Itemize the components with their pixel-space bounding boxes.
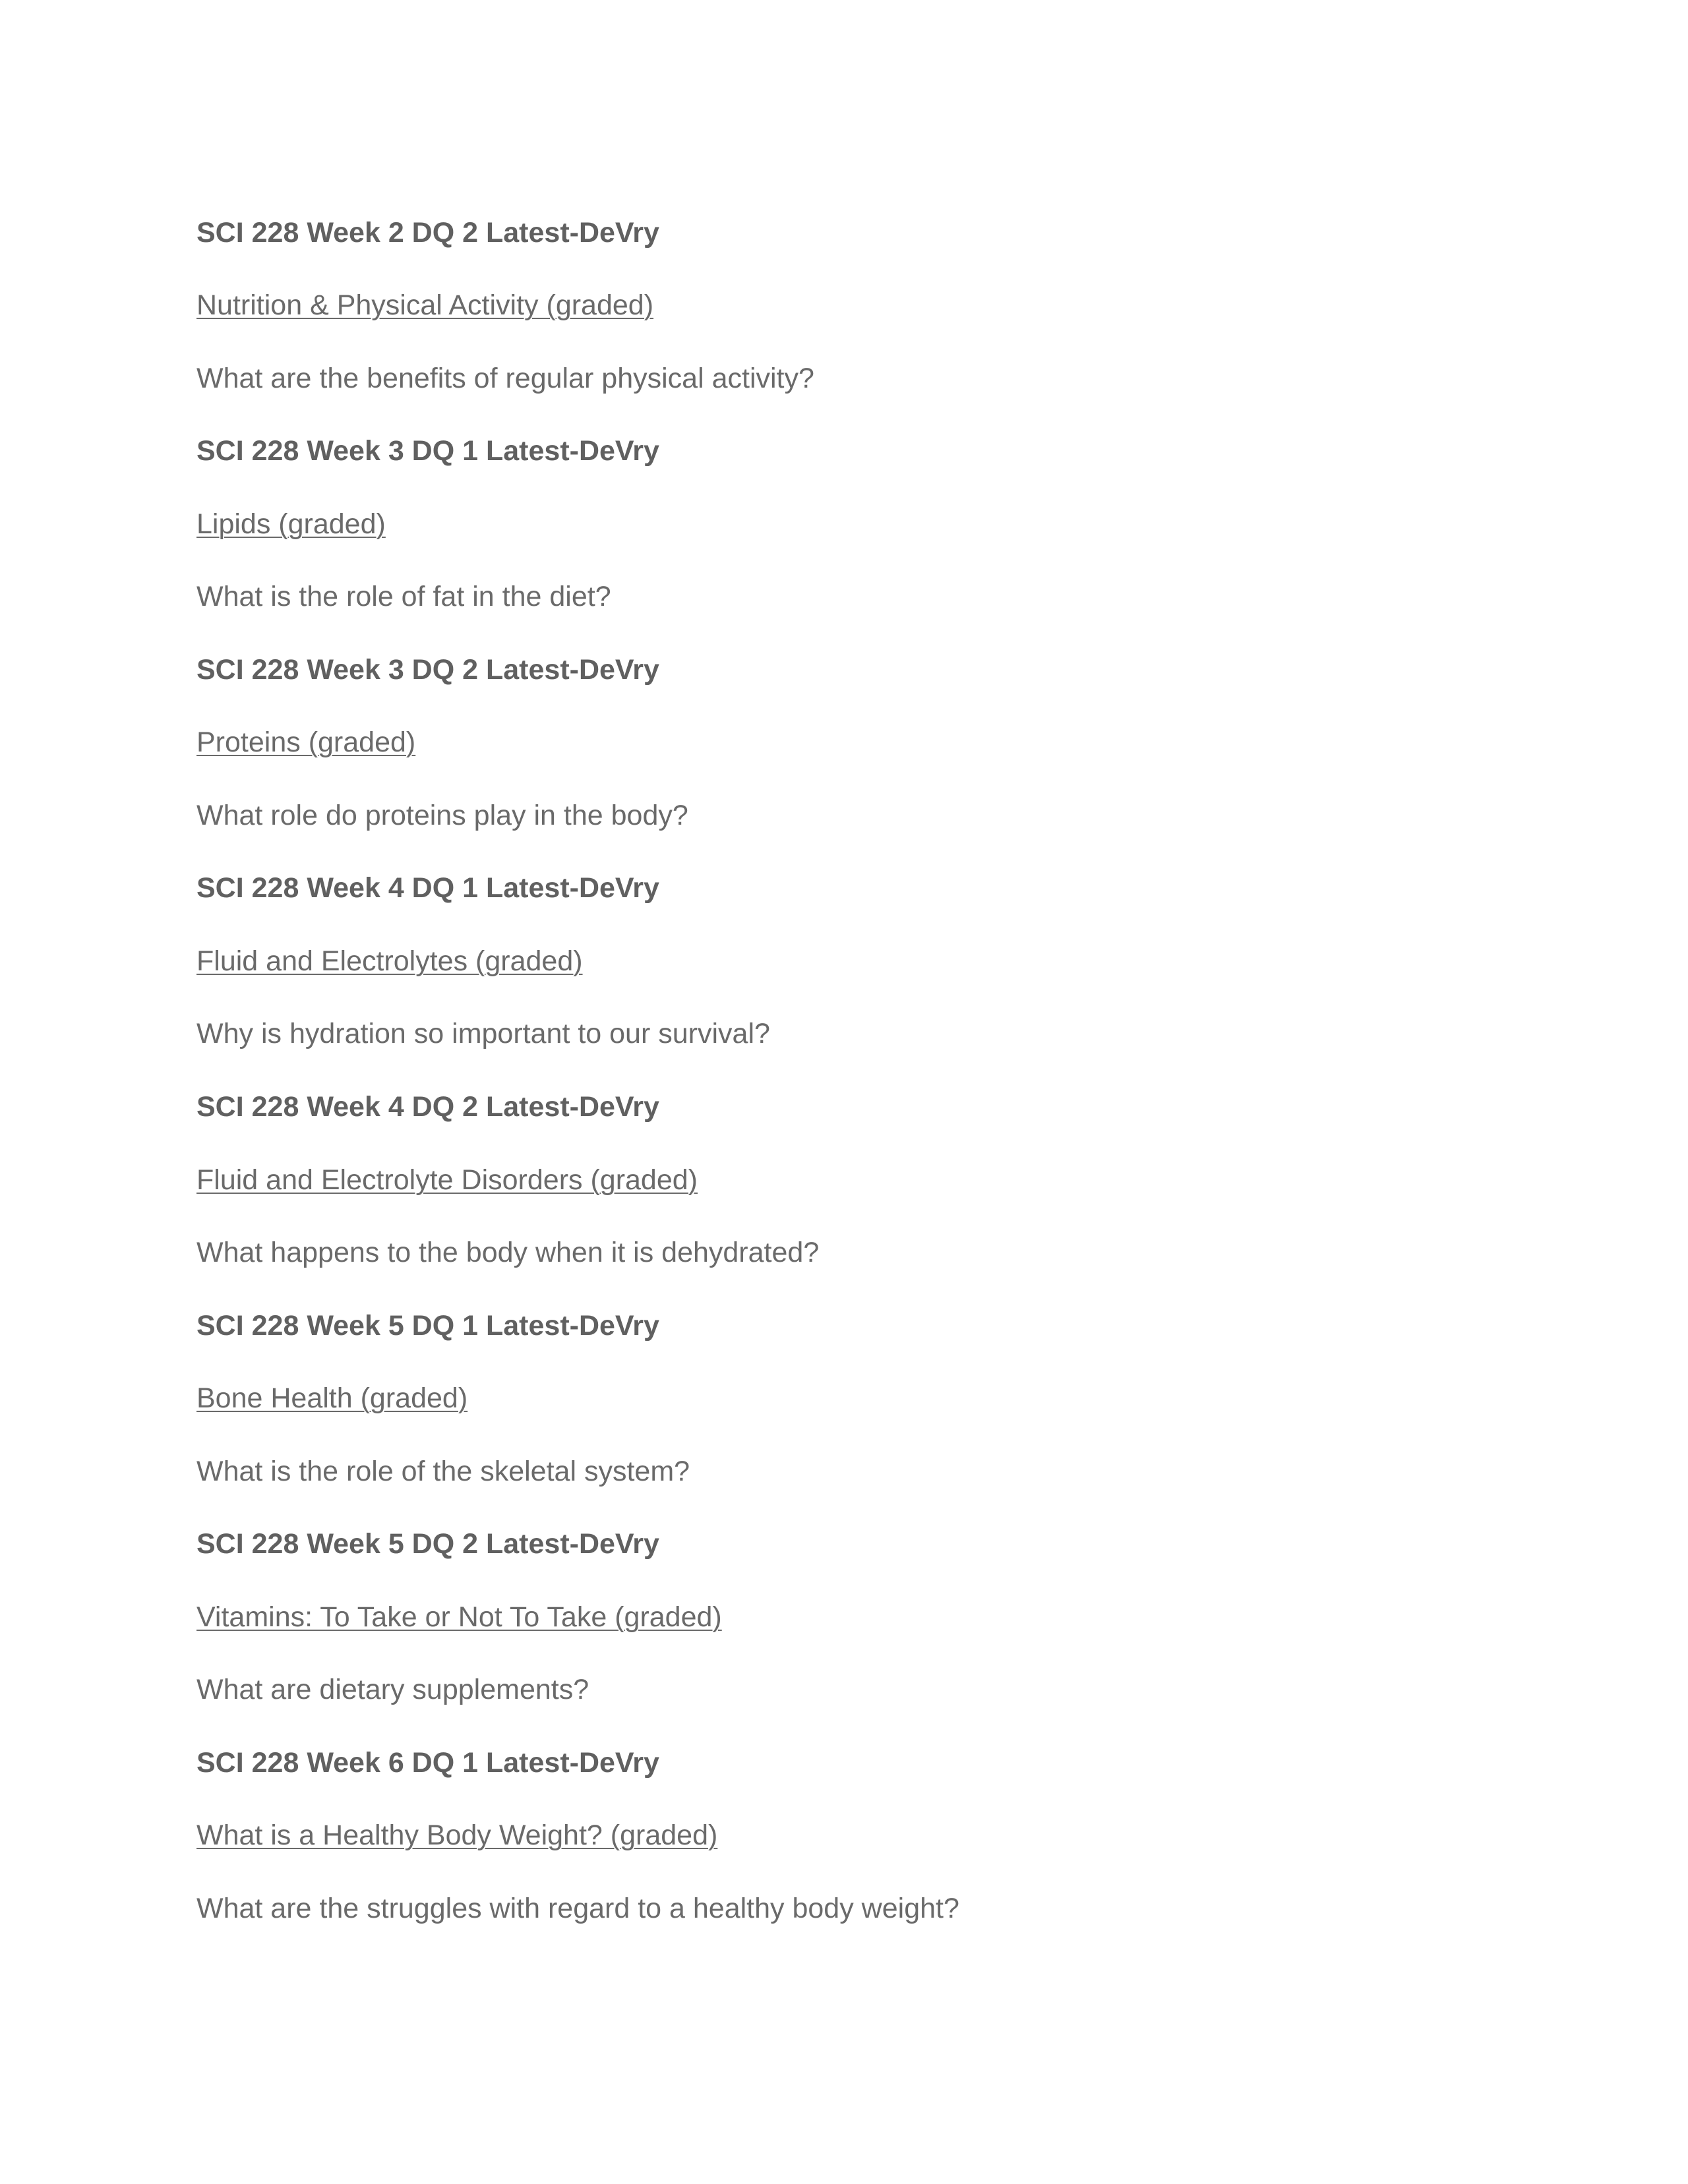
section-question: What is the role of fat in the diet? bbox=[196, 581, 611, 612]
section-link[interactable]: Nutrition & Physical Activity (graded) bbox=[196, 289, 654, 321]
section-link[interactable]: Proteins (graded) bbox=[196, 726, 416, 758]
section-question: What are the struggles with regard to a healthy body weight? bbox=[196, 1893, 959, 1924]
section-link[interactable]: Vitamins: To Take or Not To Take (graded) bbox=[196, 1601, 722, 1633]
section-question: What role do proteins play in the body? bbox=[196, 800, 688, 831]
section-question: What are the benefits of regular physical activity? bbox=[196, 363, 814, 394]
section-question: What happens to the body when it is dehydrated? bbox=[196, 1237, 820, 1268]
section-link[interactable]: Bone Health (graded) bbox=[196, 1382, 468, 1414]
section-heading: SCI 228 Week 4 DQ 2 Latest-DeVry bbox=[196, 1091, 659, 1123]
section-link[interactable]: Fluid and Electrolyte Disorders (graded) bbox=[196, 1164, 698, 1196]
section-heading: SCI 228 Week 3 DQ 1 Latest-DeVry bbox=[196, 435, 659, 467]
section-heading: SCI 228 Week 5 DQ 1 Latest-DeVry bbox=[196, 1310, 659, 1342]
section-link[interactable]: Fluid and Electrolytes (graded) bbox=[196, 945, 583, 977]
section-heading: SCI 228 Week 3 DQ 2 Latest-DeVry bbox=[196, 654, 659, 686]
section-heading: SCI 228 Week 4 DQ 1 Latest-DeVry bbox=[196, 872, 659, 904]
section-question: What is the role of the skeletal system? bbox=[196, 1456, 690, 1487]
section-link[interactable]: Lipids (graded) bbox=[196, 508, 386, 540]
section-question: Why is hydration so important to our survival? bbox=[196, 1018, 770, 1049]
section-question: What are dietary supplements? bbox=[196, 1674, 589, 1705]
section-link[interactable]: What is a Healthy Body Weight? (graded) bbox=[196, 1819, 718, 1851]
section-heading: SCI 228 Week 6 DQ 1 Latest-DeVry bbox=[196, 1747, 659, 1779]
section-heading: SCI 228 Week 5 DQ 2 Latest-DeVry bbox=[196, 1528, 659, 1560]
section-heading: SCI 228 Week 2 DQ 2 Latest-DeVry bbox=[196, 217, 659, 249]
